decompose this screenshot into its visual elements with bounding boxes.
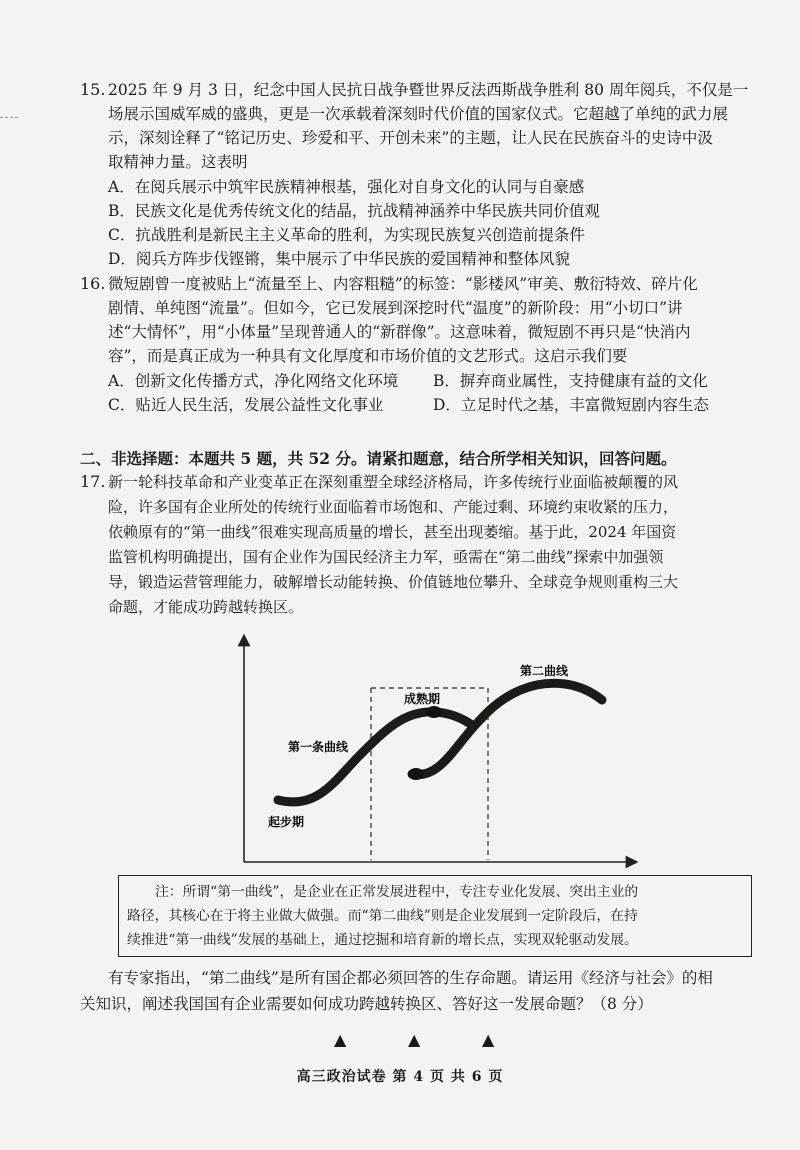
question-15-stem-line-3: 示，深刻诠释了“铭记历史、珍爱和平、开创未来”的主题，让人民在民族奋斗的史诗中汲: [108, 129, 713, 147]
figure-note-box: [118, 875, 752, 957]
scan-mark: [0, 117, 18, 130]
question-16-stem-line-3: 述“大情怀”，用“小体量”呈现普通人的“新群像”。这意味着，微短剧不再只是“快消内: [108, 323, 691, 341]
label-start-stage: 起步期: [268, 815, 305, 829]
triangle-mark-1: ▲: [334, 1030, 347, 1049]
question-16-number: 16.: [80, 274, 106, 293]
label-second-curve: 第二曲线: [520, 664, 569, 678]
question-17-stem-line-5: 导，锻造运营管理能力，破解增长动能转换、价值链地位攀升、全球竞争规则重构三大: [108, 573, 679, 591]
note-line-2: 路径，其核心在于将主业做大做强。而“第二曲线”则是企业发展到一定阶段后，在持: [127, 908, 638, 924]
label-mature-stage: 成熟期: [404, 692, 441, 706]
question-16-option-d: D．立足时代之基，丰富微短剧内容生态: [433, 396, 709, 414]
question-17-stem-line-3: 依赖原有的“第一曲线”很难实现高质量的增长，甚至出现萎缩。基于此，2024 年国资: [108, 523, 677, 541]
question-17-prompt-line-1: 有专家指出，“第二曲线”是所有国企都必须回答的生存命题。请运用《经济与社会》的相: [108, 969, 713, 987]
question-16-option-a: A．创新文化传播方式，净化网络文化环境: [108, 372, 399, 390]
question-17-stem-line-2: 险，许多国有企业所处的传统行业面临着市场饱和、产能过剩、环境约束收紧的压力，: [108, 498, 679, 516]
question-16-stem-line-4: 容”，而是真正成为一种具有文化厚度和市场价值的文艺形式。这启示我们要: [108, 347, 628, 365]
mature-point: [426, 706, 442, 718]
second-curve: [412, 683, 602, 774]
question-16-stem-line-2: 剧情、单纯图“流量”。但如今，它已发展到深挖时代“温度”的新阶段：用“小切口”讲: [108, 299, 683, 317]
question-17-prompt-line-2: 关知识，阐述我国国有企业需要如何成功跨越转换区、答好这一发展命题？（8 分）: [80, 995, 653, 1013]
note-line-1: 注：所谓“第一曲线”，是企业在正常发展进程中，专注专业化发展、突出主业的: [155, 884, 639, 900]
question-16-stem-line-1: 微短剧曾一度被贴上“流量至上、内容粗糙”的标签：“影楼风”审美、敷衍特效、碎片化: [108, 275, 698, 293]
second-curve-diagram: [200, 630, 640, 870]
question-16-option-c: C．贴近人民生活，发展公益性文化事业: [108, 396, 384, 414]
triangle-mark-3: ▲: [482, 1030, 495, 1049]
question-17-stem-line-1: 新一轮科技革命和产业变革正在深刻重塑全球经济格局，许多传统行业面临被颠覆的风: [108, 473, 679, 491]
question-15-stem-line-1: 2025 年 9 月 3 日，纪念中国人民抗日战争暨世界反法西斯战争胜利 80 周年阅兵，不仅是一: [108, 81, 749, 99]
triangle-mark-2: ▲: [408, 1030, 421, 1049]
question-17-stem-line-4: 监管机构明确提出，国有企业作为国民经济主力军，亟需在“第二曲线”探索中加强领: [108, 548, 664, 566]
question-15-number: 15.: [80, 80, 106, 99]
section-2-heading: 二、非选择题：本题共 5 题，共 52 分。请紧扣题意，结合所学相关知识，回答问题。: [80, 449, 677, 468]
question-15-option-c: C．抗战胜利是新民主主义革命的胜利，为实现民族复兴创造前提条件: [108, 226, 585, 244]
question-15-stem-line-4: 取精神力量。这表明: [108, 153, 248, 171]
question-15-option-d: D．阅兵方阵步伐铿锵，集中展示了中华民族的爱国精神和整体风貌: [108, 250, 570, 268]
question-15-option-a: A．在阅兵展示中筑牢民族精神根基，强化对自身文化的认同与自豪感: [108, 178, 585, 196]
page-footer: 高三政治试卷 第 4 页 共 6 页: [296, 1069, 504, 1085]
question-16-option-b: B．摒弃商业属性，支持健康有益的文化: [433, 372, 708, 390]
question-17-stem-line-6: 命题，才能成功跨越转换区。: [108, 598, 304, 616]
note-line-3: 续推进“第一曲线”发展的基础上，通过挖掘和培育新的增长点，实现双轮驱动发展。: [127, 932, 638, 948]
second-curve-start-point: [408, 768, 424, 780]
question-17-number: 17.: [80, 472, 106, 491]
question-15-stem-line-2: 场展示国威军威的盛典，更是一次承载着深刻时代价值的国家仪式。它超越了单纯的武力展: [108, 105, 729, 123]
label-first-curve: 第一条曲线: [288, 740, 349, 754]
question-15-option-b: B．民族文化是优秀传统文化的结晶，抗战精神涵养中华民族共同价值观: [108, 202, 600, 220]
